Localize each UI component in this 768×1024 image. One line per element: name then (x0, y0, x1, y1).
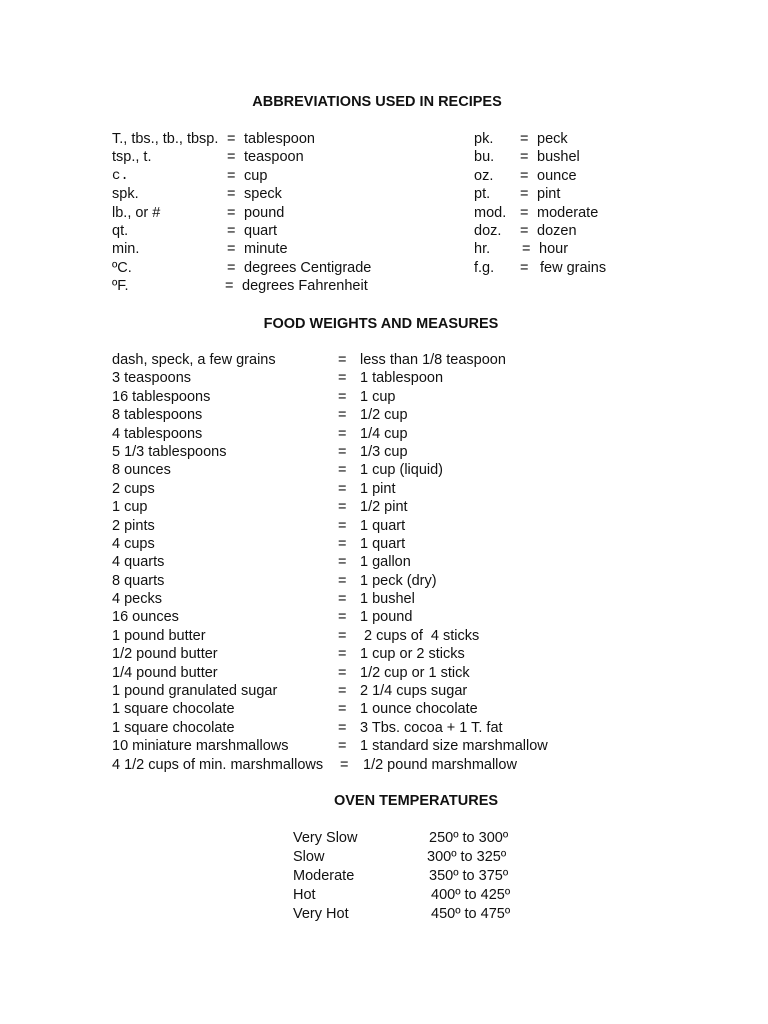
equals-sign: = (338, 443, 347, 460)
oven-label: Hot (293, 887, 316, 903)
oven-label: Very Slow (293, 830, 358, 846)
equals-sign: = (520, 167, 529, 184)
abbreviation: qt. (112, 222, 129, 239)
equals-sign: = (338, 719, 347, 736)
weight-amount: 1 cup (112, 499, 148, 516)
abbreviation-meaning: teaspoon (244, 149, 304, 166)
weight-amount: 4 quarts (112, 554, 165, 571)
equals-sign: = (338, 407, 347, 424)
weight-equivalent: 1 quart (360, 517, 406, 534)
weight-amount: 4 tablespoons (112, 425, 203, 442)
weight-amount: 4 cups (112, 535, 155, 552)
abbreviation-meaning: pound (244, 204, 285, 221)
abbreviation-meaning: minute (244, 241, 288, 258)
abbreviation-meaning: cup (244, 167, 268, 184)
equals-sign: = (338, 572, 347, 589)
equals-sign: = (227, 149, 236, 166)
equals-sign: = (225, 278, 234, 295)
equals-sign: = (338, 517, 347, 534)
equals-sign: = (338, 646, 347, 663)
weight-equivalent: 1 pint (360, 480, 396, 497)
weight-amount: 10 miniature marshmallows (112, 738, 289, 755)
weight-amount: 1 pound granulated sugar (112, 683, 278, 700)
equals-sign: = (520, 259, 529, 276)
equals-sign: = (338, 701, 347, 718)
equals-sign: = (338, 352, 347, 368)
weight-equivalent: 1 tablespoon (360, 370, 444, 387)
equals-sign: = (520, 149, 529, 166)
weight-equivalent: 1 ounce chocolate (360, 701, 478, 718)
weight-amount: 1/2 pound butter (112, 646, 218, 663)
weight-amount: 4 pecks (112, 591, 162, 608)
weight-amount: 4 1/2 cups of min. marshmallows (112, 756, 324, 773)
abbreviation-meaning: tablespoon (244, 131, 315, 147)
abbreviation: pt. (474, 186, 491, 203)
equals-sign: = (520, 186, 529, 203)
equals-sign: = (338, 591, 347, 608)
abbreviation: min. (112, 241, 140, 258)
weight-equivalent: 1 quart (360, 535, 406, 552)
weight-amount: 5 1/3 tablespoons (112, 443, 227, 460)
weight-equivalent: 1 cup (360, 388, 396, 405)
abbreviation: mod. (474, 204, 507, 221)
weights-heading: FOOD WEIGHTS AND MEASURES (263, 316, 499, 332)
weight-equivalent: less than 1/8 teaspoon (360, 352, 506, 368)
abbreviation-meaning: few grains (540, 259, 607, 276)
weight-equivalent: 1 pound (360, 609, 413, 626)
weight-amount: 8 tablespoons (112, 407, 203, 424)
weight-equivalent: 1 bushel (360, 591, 415, 608)
oven-label: Very Hot (293, 906, 349, 922)
abbreviation: bu. (474, 149, 495, 166)
abbreviation: lb., or # (112, 204, 161, 221)
oven-label: Slow (293, 849, 325, 865)
abbreviation-meaning: degrees Fahrenheit (242, 278, 368, 295)
weight-equivalent: 1/2 cup or 1 stick (360, 664, 470, 681)
weight-equivalent: 1/2 pound marshmallow (363, 756, 517, 773)
equals-sign: = (338, 738, 347, 755)
weight-amount: 2 cups (112, 480, 155, 497)
abbreviation: ºF. (112, 278, 129, 295)
equals-sign: = (338, 388, 347, 405)
abbreviation-meaning: bushel (537, 149, 580, 166)
oven-range: 350º to 375º (429, 868, 509, 884)
weight-amount: 8 ounces (112, 462, 171, 479)
weight-equivalent: 1/4 cup (360, 425, 408, 442)
abbreviation: ºC. (112, 259, 132, 276)
oven-temperatures-heading: OVEN TEMPERATURES (333, 793, 499, 809)
abbreviation-meaning: dozen (537, 222, 577, 239)
equals-sign: = (227, 222, 236, 239)
abbreviation: oz. (474, 167, 494, 184)
weight-equivalent: 1 cup (liquid) (360, 462, 444, 479)
abbreviation: tsp., t. (112, 149, 152, 166)
equals-sign: = (338, 609, 347, 626)
oven-range: 250º to 300º (429, 830, 509, 846)
abbreviation-meaning: hour (539, 241, 569, 258)
abbreviation-meaning: quart (244, 222, 278, 239)
abbreviation: spk. (112, 186, 139, 203)
weight-equivalent: 1 cup or 2 sticks (360, 646, 465, 663)
weight-amount: 3 teaspoons (112, 370, 192, 387)
equals-sign: = (338, 554, 347, 571)
equals-sign: = (338, 425, 347, 442)
equals-sign: = (340, 756, 349, 773)
weight-equivalent: 2 1/4 cups sugar (360, 683, 468, 700)
abbreviation-meaning: ounce (537, 167, 577, 184)
abbreviation: pk. (474, 131, 494, 147)
abbreviation: hr. (474, 241, 491, 258)
equals-sign: = (338, 683, 347, 700)
oven-range: 400º to 425º (431, 887, 511, 903)
equals-sign: = (520, 204, 529, 221)
weight-equivalent: 1/2 cup (360, 407, 408, 424)
weight-amount: 16 tablespoons (112, 388, 211, 405)
weight-equivalent: 1/2 pint (360, 499, 408, 516)
oven-range: 450º to 475º (431, 906, 511, 922)
weight-amount: 2 pints (112, 517, 155, 534)
weight-amount: 1 pound butter (112, 627, 206, 644)
equals-sign: = (227, 204, 236, 221)
abbreviation: c. (112, 167, 129, 184)
equals-sign: = (338, 480, 347, 497)
abbreviation-meaning: speck (244, 186, 282, 203)
equals-sign: = (338, 535, 347, 552)
weight-equivalent: 3 Tbs. cocoa + 1 T. fat (360, 719, 503, 736)
weight-amount: dash, speck, a few grains (112, 352, 276, 368)
abbreviation-meaning: peck (537, 131, 568, 147)
oven-label: Moderate (293, 868, 355, 884)
abbreviation-meaning: moderate (537, 204, 599, 221)
weight-equivalent: 1 standard size marshmallow (360, 738, 548, 755)
abbreviation: doz. (474, 222, 502, 239)
weight-equivalent: 1 peck (dry) (360, 572, 437, 589)
equals-sign: = (227, 131, 236, 147)
weight-amount: 8 quarts (112, 572, 165, 589)
weight-equivalent: 1 gallon (360, 554, 411, 571)
equals-sign: = (338, 627, 347, 644)
weight-amount: 1 square chocolate (112, 701, 235, 718)
oven-range: 300º to 325º (427, 849, 507, 865)
equals-sign: = (227, 259, 236, 276)
abbreviation: T., tbs., tb., tbsp. (112, 131, 219, 147)
weight-amount: 16 ounces (112, 609, 179, 626)
equals-sign: = (338, 462, 347, 479)
equals-sign: = (522, 241, 531, 258)
equals-sign: = (520, 222, 529, 239)
equals-sign: = (227, 167, 236, 184)
equals-sign: = (227, 241, 236, 258)
weight-amount: 1/4 pound butter (112, 664, 218, 681)
equals-sign: = (227, 186, 236, 203)
weight-amount: 1 square chocolate (112, 719, 235, 736)
equals-sign: = (338, 370, 347, 387)
equals-sign: = (338, 664, 347, 681)
equals-sign: = (520, 131, 529, 147)
weight-equivalent: 1/3 cup (360, 443, 408, 460)
abbreviation-meaning: degrees Centigrade (244, 259, 372, 276)
abbreviation: f.g. (474, 259, 495, 276)
abbreviation-meaning: pint (537, 186, 561, 203)
weight-equivalent: 2 cups of 4 sticks (360, 627, 480, 644)
equals-sign: = (338, 499, 347, 516)
abbreviations-heading: ABBREVIATIONS USED IN RECIPES (252, 94, 502, 110)
